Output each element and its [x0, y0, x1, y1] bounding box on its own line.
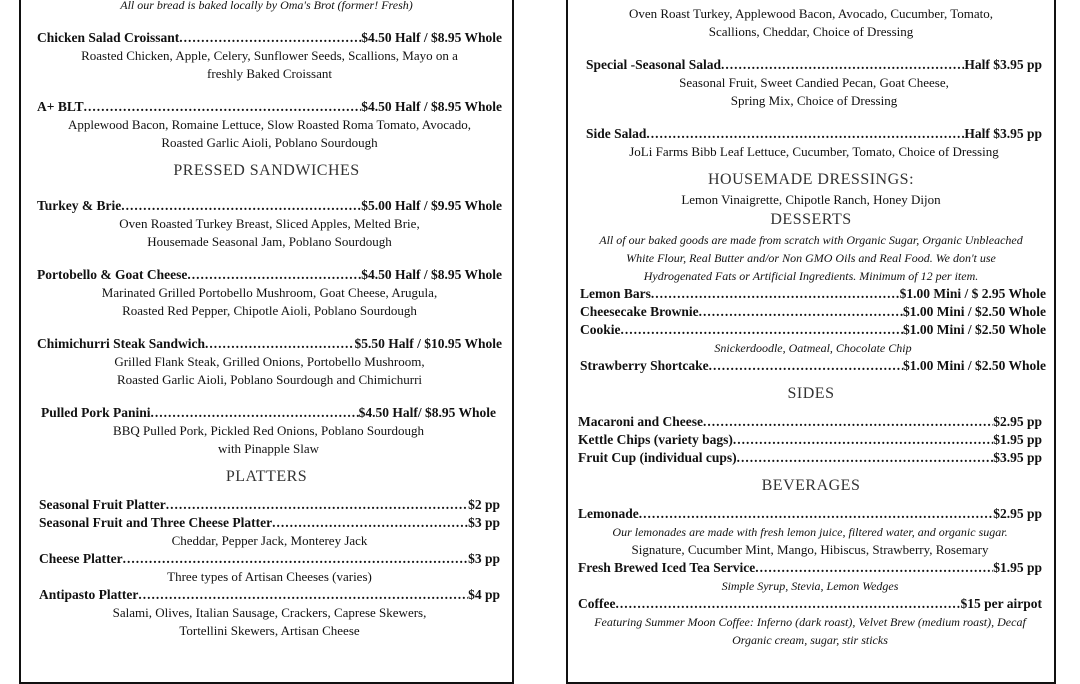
menu-item	[37, 266, 502, 284]
item-desc: Seasonal Fruit, Sweet Candied Pecan, Goat Cheese,	[679, 75, 949, 90]
item-note: Organic cream, sugar, stir sticks	[732, 633, 888, 647]
item-name: Pulled Pork Panini	[41, 405, 151, 420]
menu-item	[568, 125, 1054, 161]
menu-item	[21, 335, 512, 389]
dressings-list: Lemon Vinaigrette, Chipotle Ranch, Honey Dijon	[681, 192, 941, 207]
right-content	[568, 5, 1054, 649]
item-desc: freshly Baked Croissant	[207, 66, 332, 81]
dot-leader	[721, 56, 964, 74]
item-desc: Salami, Olives, Italian Sausage, Crackers, Caprese Skewers,	[112, 605, 427, 620]
item-price: $15 per airpot	[960, 596, 1042, 611]
dot-leader	[166, 496, 468, 514]
desserts-note: All of our baked goods are made from scratch with Organic Sugar, Organic Unbleached	[599, 233, 1023, 247]
dot-leader	[151, 404, 359, 422]
item-price: $5.00 Half / $9.95 Whole	[361, 198, 502, 213]
item-name: Portobello & Goat Cheese	[37, 267, 188, 282]
item-name: Fruit Cup (individual cups)	[578, 450, 737, 465]
item-desc: Three types of Artisan Cheeses (varies)	[167, 569, 372, 584]
menu-item	[39, 586, 500, 604]
menu-item	[21, 266, 512, 320]
item-name: Special -Seasonal Salad	[586, 57, 722, 72]
menu-item	[578, 431, 1042, 449]
menu-panel-right	[566, 0, 1056, 684]
item-price: $2.95 pp	[993, 506, 1042, 521]
menu-item	[39, 550, 500, 568]
dot-leader	[755, 559, 993, 577]
item-price: $5.50 Half / $10.95 Whole	[354, 336, 502, 351]
dot-leader	[651, 285, 900, 303]
item-desc: with Pinapple Slaw	[217, 441, 320, 456]
item-price: $1.00 Mini / $2.50 Whole	[902, 304, 1046, 319]
item-name: A+ BLT	[37, 99, 84, 114]
menu-item	[580, 357, 1046, 375]
menu-item	[578, 559, 1042, 577]
menu-item	[578, 505, 1042, 523]
item-name: Chimichurri Steak Sandwich	[37, 336, 206, 351]
menu-item	[21, 197, 512, 251]
menu-item	[586, 56, 1042, 74]
item-name: Fresh Brewed Iced Tea Service	[578, 560, 756, 575]
dot-leader	[709, 357, 903, 375]
item-price: $1.00 Mini / $ 2.95 Whole	[899, 286, 1046, 301]
item-desc: Snickerdoodle, Oatmeal, Chocolate Chip	[714, 341, 912, 355]
item-name: Turkey & Brie	[37, 198, 122, 213]
dot-leader	[737, 449, 994, 467]
item-price: $4.50 Half/ $8.95 Whole	[358, 405, 496, 420]
item-desc: Oven Roast Turkey, Applewood Bacon, Avocado, Cucumber, Tomato,	[628, 6, 994, 21]
item-price: $1.00 Mini / $2.50 Whole	[902, 358, 1046, 373]
item-name: Antipasto Platter	[39, 587, 139, 602]
dot-leader	[272, 514, 468, 532]
item-price: $4.50 Half / $8.95 Whole	[361, 267, 502, 282]
item-desc: Tortellini Skewers, Artisan Cheese	[179, 623, 360, 638]
item-price: $3 pp	[468, 551, 500, 566]
item-name: Macaroni and Cheese	[578, 414, 703, 429]
section-heading-pressed: PRESSED SANDWICHES	[173, 162, 360, 179]
item-note: Our lemonades are made with fresh lemon juice, filtered water, and organic sugar.	[612, 525, 1008, 539]
item-desc: Roasted Garlic Aioli, Poblano Sourdough and Chimichurri	[116, 372, 423, 387]
item-price: $2 pp	[468, 497, 500, 512]
item-desc: Applewood Bacon, Romaine Lettuce, Slow Roasted Roma Tomato, Avocado,	[68, 117, 471, 132]
item-price: Half $3.95 pp	[964, 126, 1042, 141]
item-desc: Grilled Flank Steak, Grilled Onions, Portobello Mushroom,	[114, 354, 425, 369]
item-price: $4 pp	[468, 587, 500, 602]
item-price: $1.00 Mini / $2.50 Whole	[902, 322, 1046, 337]
menu-item	[568, 56, 1054, 110]
dot-leader	[121, 197, 361, 215]
menu-item	[578, 413, 1042, 431]
desserts-note: Hydrogenated Fats or Artificial Ingredients. Minimum of 12 per item.	[643, 269, 979, 283]
platters-list	[21, 496, 512, 640]
item-name: Lemonade	[578, 506, 639, 521]
item-desc: JoLi Farms Bibb Leaf Lettuce, Cucumber, Tomato, Choice of Dressing	[629, 144, 999, 159]
item-price: $2.95 pp	[993, 414, 1042, 429]
item-price: $3 pp	[468, 515, 500, 530]
sides-list	[568, 413, 1054, 467]
item-name: Cheese Platter	[39, 551, 123, 566]
menu-item	[580, 285, 1046, 303]
menu-item	[37, 98, 502, 116]
section-heading-dressings: HOUSEMADE DRESSINGS:	[707, 171, 915, 188]
menu-item	[37, 29, 502, 47]
dot-leader	[187, 266, 361, 284]
menu-item	[21, 29, 512, 83]
bread-note: All our bread is baked locally by Oma's Brot (former! Fresh)	[120, 0, 413, 12]
dot-leader	[639, 505, 993, 523]
item-desc: Housemade Seasonal Jam, Poblano Sourdough	[147, 234, 392, 249]
item-desc: Marinated Grilled Portobello Mushroom, Goat Cheese, Arugula,	[101, 285, 438, 300]
item-name: Cookie	[580, 322, 621, 337]
item-desc: Oven Roasted Turkey Breast, Sliced Apples, Melted Brie,	[119, 216, 420, 231]
dot-leader	[733, 431, 993, 449]
beverages-list	[568, 505, 1054, 649]
item-price: $1.95 pp	[993, 560, 1042, 575]
dot-leader	[699, 303, 903, 321]
menu-item	[578, 449, 1042, 467]
item-name: Coffee	[578, 596, 616, 611]
item-price: $4.50 Half / $8.95 Whole	[361, 99, 502, 114]
desserts-list	[568, 285, 1054, 375]
item-note: Simple Syrup, Stevia, Lemon Wedges	[721, 579, 899, 593]
menu-item	[586, 125, 1042, 143]
dot-leader	[123, 550, 469, 568]
menu-item	[39, 496, 500, 514]
dot-leader	[84, 98, 362, 116]
item-price: $1.95 pp	[993, 432, 1042, 447]
item-desc: Signature, Cucumber Mint, Mango, Hibiscus, Strawberry, Rosemary	[631, 542, 989, 557]
section-heading-desserts: DESSERTS	[770, 211, 852, 228]
item-note: Featuring Summer Moon Coffee: Inferno (dark roast), Velvet Brew (medium roast), Decaf	[594, 615, 1026, 629]
menu-item	[21, 98, 512, 152]
section-heading-platters: PLATTERS	[225, 468, 308, 485]
menu-item	[37, 335, 502, 353]
section-heading-sides: SIDES	[787, 385, 835, 402]
menu-item	[21, 404, 512, 458]
menu-panel-left	[19, 0, 514, 684]
item-desc: Roasted Red Pepper, Chipotle Aioli, Poblano Sourdough	[122, 303, 417, 318]
dot-leader	[646, 125, 964, 143]
dot-leader	[205, 335, 354, 353]
item-name: Seasonal Fruit Platter	[39, 497, 166, 512]
menu-item	[580, 321, 1046, 339]
menu-item	[39, 514, 500, 532]
item-name: Lemon Bars	[580, 286, 651, 301]
left-content	[21, 0, 512, 640]
dot-leader	[621, 321, 903, 339]
menu-item	[37, 197, 502, 215]
item-name: Chicken Salad Croissant	[37, 30, 180, 45]
item-price: $3.95 pp	[993, 450, 1042, 465]
item-desc: Spring Mix, Choice of Dressing	[730, 93, 898, 108]
item-price: $4.50 Half / $8.95 Whole	[361, 30, 502, 45]
item-desc: Roasted Garlic Aioli, Poblano Sourdough	[161, 135, 378, 150]
section-heading-beverages: BEVERAGES	[761, 477, 861, 494]
item-desc: Roasted Chicken, Apple, Celery, Sunflower Seeds, Scallions, Mayo on a	[81, 48, 458, 63]
menu-item	[580, 303, 1046, 321]
item-name: Side Salad	[586, 126, 647, 141]
menu-item	[41, 404, 496, 422]
item-name: Seasonal Fruit and Three Cheese Platter	[39, 515, 273, 530]
item-price: Half $3.95 pp	[964, 57, 1042, 72]
menu-item	[578, 595, 1042, 613]
dot-leader	[179, 29, 361, 47]
dot-leader	[703, 413, 993, 431]
dot-leader	[138, 586, 468, 604]
item-desc: Scallions, Cheddar, Choice of Dressing	[708, 24, 914, 39]
desserts-note: White Flour, Real Butter and/or Non GMO Oils and Real Food. We don't use	[626, 251, 996, 265]
item-name: Cheesecake Brownie	[580, 304, 699, 319]
item-desc: Cheddar, Pepper Jack, Monterey Jack	[171, 533, 368, 548]
item-desc: BBQ Pulled Pork, Pickled Red Onions, Poblano Sourdough	[113, 423, 424, 438]
dot-leader	[615, 595, 960, 613]
item-name: Kettle Chips (variety bags)	[578, 432, 733, 447]
item-name: Strawberry Shortcake	[580, 358, 709, 373]
